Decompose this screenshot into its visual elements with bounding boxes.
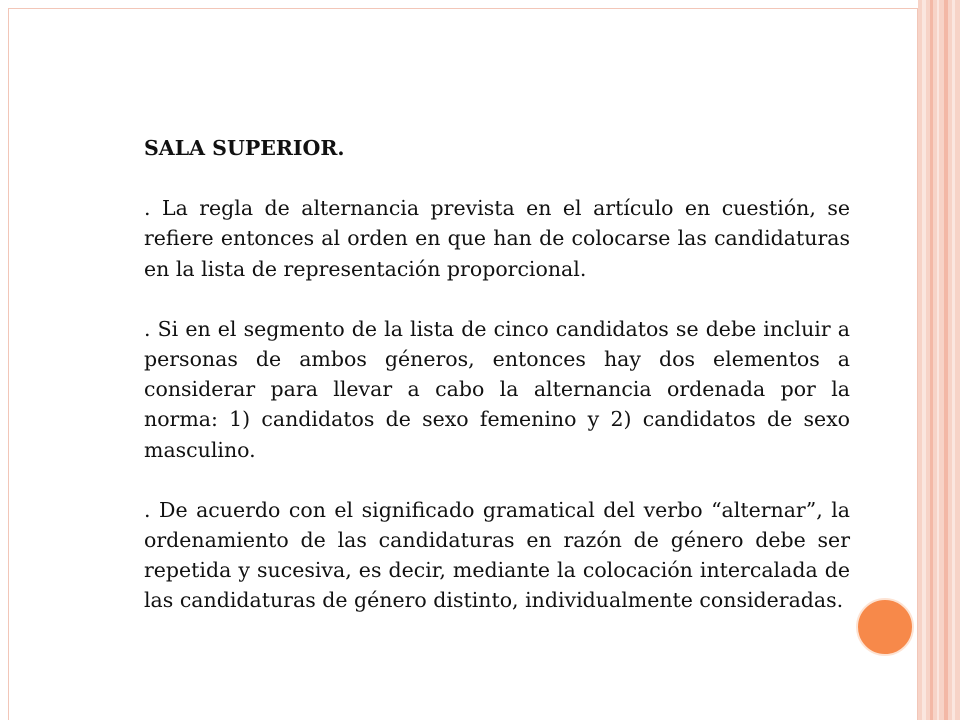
paragraph-3: . De acuerdo con el significado gramatical del verbo “alternar”, la ordenamiento de las candidaturas en razón de género debe ser repetida y sucesiva, es decir, mediante la colocación intercalada de las candidaturas de género distinto, individualmente consideradas. (144, 497, 850, 613)
side-stripe (952, 0, 955, 720)
slide-body (144, 133, 850, 616)
orange-circle-decoration (856, 598, 914, 656)
paragraph-1: . La regla de alternancia prevista en el artículo en cuestión, se refiere entonces al orden en que han de colocarse las candidaturas en la lista de representación proporcional. (144, 196, 850, 281)
side-stripe (944, 0, 948, 720)
side-stripe (930, 0, 933, 720)
paragraph-2: . Si en el segmento de la lista de cinco candidatos se debe incluir a personas de ambos géneros, entonces hay dos elementos a considerar para llevar a cabo la alternancia ordenada por la norma: 1) candidatos de sexo femenino y 2) candidatos de sexo masculino. (144, 316, 850, 462)
slide-heading: SALA SUPERIOR. (144, 136, 345, 160)
side-stripe (922, 0, 926, 720)
side-stripe (937, 0, 939, 720)
